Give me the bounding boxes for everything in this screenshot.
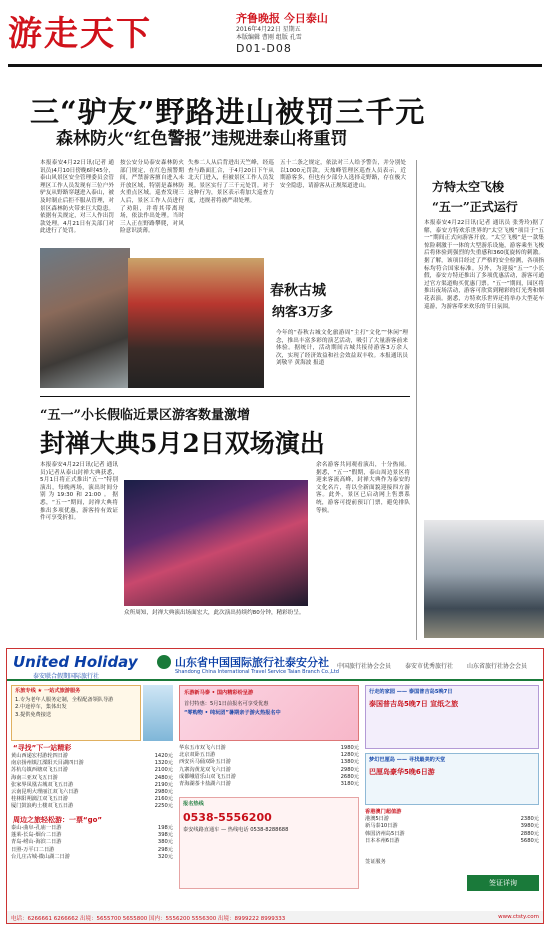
xiamen-title: “寻找”下一站精彩 [13,744,72,752]
united-holiday-logo: United Holiday [13,653,138,671]
travel-advertisement [6,648,544,924]
united-holiday-cn: 泰安联合假期国际旅行社 [33,673,100,680]
route-price: 2480元 [154,774,173,781]
route-row [179,781,359,788]
mid-highlight: 首付特惠：5月1日前报名可享受优惠 [184,701,269,708]
route-name: 黄山西递宏村游轮四日游 [11,753,69,759]
story3-body: 今年的“春秋古城文化旅游周”主打“文化”“休闲”理念，推出丰富多彩的演艺活动，吸引了大量游客前来体验。据统计，活动期间古城共接待游客3万余人次，实现了经济效益和社会效益双丰收。本报通讯员 刘敬平 黄海波 报道 [276,330,408,367]
route-row [11,803,173,810]
ad-left-item-1: 1.专为老年人服务定制，全程配备领队导游 [15,697,114,704]
cits-name-en: Shandong China International Travel Service Taian Branch Co.,Ltd [175,669,339,675]
routes-left-list [11,753,173,811]
hotline: 泰安线路直通车 — 热线电话 0538-8288688 [183,827,289,834]
story1-col2: 按公安分局泰安森林防火部门规定，在红色预警期间，严禁游客擅自进入未开放区域，特别是森林防火重点区域。巡查发现三人后，景区工作人员进行了劝阻，并将其带离现场，依法作出处理。当时三人正在野路攀爬，对风险意识淡薄。 [120,160,184,235]
page-code: D01-D08 [236,42,292,55]
date-text: 2016年4月22日 星期五 [236,26,301,33]
cits-logo-icon [157,655,171,669]
route-name: 日照-万平口二日游 [11,846,55,853]
route-price: 2980元 [340,766,359,773]
route-name: 台儿庄古城-微山湖二日游 [11,853,70,860]
right-title-1: 行走的家园 —— 泰国普吉岛5晚7日 [369,689,453,695]
right-price-1: 泰国普吉岛5晚7日 宣纸之旅 [369,700,459,709]
route-row [365,831,539,838]
footer-phones: 电话：6266661 6266662 出境：5655700 5655800 国内：5556200 5556300 出境：8999222 8999333 [11,916,286,922]
route-price: 1380元 [340,759,359,766]
route-name: 云南昆明大理丽江双飞六日游 [11,789,79,796]
visa-button[interactable]: 签证详询 [467,875,539,891]
right-price-2: 巴厘岛豪华5晚6日游 [369,768,435,777]
route-price: 2880元 [520,830,539,837]
ad-left-item-3: 3.提供免费接送 [15,711,52,718]
website: www.ctsty.com [498,914,539,920]
page-title: 游走天下 [8,14,152,54]
route-price: 2980元 [154,789,173,796]
photo-ceremony-stage [124,480,308,606]
column-divider [416,160,417,640]
ad-left-panel [11,685,141,741]
story4-col1: 本报泰安4月22日讯(记者 通讯员)记者从泰山封禅大典获悉，5月1日将正式推出“五一”特别演出，每晚两场，演出时间分别为19:30和21:00。据悉，“五一”期间，封禅大典将推出多项优惠，游客持有效证件可享受折扣。 [40,462,118,522]
route-price: 2250元 [154,803,173,810]
route-row [11,782,173,789]
ad-right-thailand [365,685,539,749]
route-name: 青海湖茶卡盐湖六日游 [179,781,231,788]
route-name: 新马泰10日游 [365,823,398,830]
route-name: 日本本州6日游 [365,837,400,844]
routes-right-list [365,809,539,845]
route-price: 3180元 [340,781,359,788]
ad-left-item-2: 2.中途停车，集体出发 [15,704,67,711]
route-row [365,838,539,845]
route-row [11,839,173,846]
route-price: 1320元 [154,760,173,767]
route-row [365,823,539,830]
route-price: 2100元 [154,767,173,774]
right-title-3: 香港澳门超值游 [365,809,402,815]
route-price: 1280元 [340,752,359,759]
hot-number: 0538-5556200 [183,811,272,825]
masthead [8,6,542,55]
photo-space-shuttle-ride [424,520,544,638]
mid-sub: “零购物 • 纯玩团”暑期亲子游火热报名中 [184,710,281,717]
paper-name: 齐鲁晚报 今日泰山 [236,12,328,25]
story2-subtitle: “五一”正式运行 [432,200,518,214]
ad-header [7,649,543,681]
route-name: 港澳5日游 [365,816,390,823]
ad-footer [7,911,543,923]
route-name: 张家界凤凰古城双飞五日游 [11,781,74,788]
route-row [179,774,359,781]
ad-mid-banner [179,685,359,741]
right-title-2: 梦幻巴厘岛 —— 寻找最美的天堂 [369,757,446,763]
story1-col3: 失参二人从后背进出天竺峰，经巡查与路面汇合，于4月20日下午从北天门进入，但被景区工作人员发现。景区实行了三千元处罚。对于这种行为，景区表示将加大巡查力度，违规者将被严肃处理。 [188,160,274,204]
route-name: 厦门鼓浪屿土楼双飞五日游 [11,803,74,810]
route-name: 泰山-曲阜-孔庙一日游 [11,825,62,831]
route-name: 九寨沟黄龙双飞六日游 [179,766,231,773]
visa-label: 签证服务 [365,859,386,865]
cruise-image [143,685,173,741]
route-name: 成都峨眉乐山双飞五日游 [179,773,237,780]
route-name: 北京双卧五日游 [179,752,216,759]
subheadline-main: 森林防火“红色警报”违规进泰山将重罚 [56,129,348,149]
route-name: 西安兵马俑双卧五日游 [179,759,231,766]
photo-crowd [128,258,264,388]
route-price: 380元 [157,839,173,846]
story2-body: 本报泰安4月22日讯(记者 通讯员 张秀玲)据了解，泰安方特欢乐世界的“太空飞梭”项目于“五一”期间正式向游客开放。“太空飞梭”是一款集惊险刺激于一体的大型游乐设施，游客乘坐飞梭后将体验到强烈的失重感和360度旋转的刺激。据了解，该项目经过了严格的安全检测，各项指标均符合国家标准。另外，为迎接“五一”小长假，泰安方特还推出了多项优惠活动，游客可通过官方渠道购买优惠门票。“五一”期间，园区将推出夜场活动，游客可欣赏到精彩的灯光秀和烟花表演。据悉，方特欢乐世界还将举办大型花车巡游，为游客带来欢乐的节日氛围。 [424,220,544,310]
agency-badge-2: 泰安市优秀旅行社 [405,663,454,670]
route-price: 320元 [157,853,173,860]
ad-left-title: 乐旅专线 ★ 一站式旅游服务 [15,688,81,694]
masthead-rule [8,64,542,67]
hot-title: 报名热线 [183,801,204,807]
story4-col3: 余名游客共同观看演出，十分热闹。据悉，“五一”假期，泰山周边景区将迎来客流高峰，封禅大典作为泰安的文化名片，将以全新面貌迎接四方游客。此外，景区已启动网上售票系统，游客可提前预订门票，避免排队等候。 [316,462,410,514]
routes-mid-list [179,745,359,788]
zhoubian-title: 周边之旅轻松游：一票“go” [13,816,103,824]
route-row [179,767,359,774]
mid-promo-box [179,797,359,889]
route-price: 398元 [157,832,173,839]
route-row [11,847,173,854]
route-name: 蓬莱-长岛-烟台二日游 [11,832,62,839]
story1-col4: 五十二条之规定，依法对三人给予警告，并分别处以1000元罚款。天烛峰管理区巡查人员表示，近期游客多，但也有少部分人选择走野路，存在极大安全隐患，请游客从正规渠道进山。 [280,160,406,189]
agency-badge-3: 山东省旅行社协会会员 [467,663,528,670]
editor-text: 本版编辑 曹刚 组版 孔雪 [236,34,302,41]
mid-title: 乐游新马泰 • 国内精彩纷呈游 [184,690,254,696]
story1-col1: 本报泰安4月22日讯(记者 通讯员)4月10日傍晚6时45分，泰山风景区安全管理委员会管理区工作人员发现有三位户外驴友从野路穿越进入泰山，被及时制止后拒不服从管理，对景区森林防火带来巨大隐患。依据有关规定，对三人作出罚款处理。4月21日有关部门对此进行了处罚。 [40,160,114,235]
photo-costume-girl [40,248,130,388]
route-price: 3980元 [520,823,539,830]
cits-name: 山东省中国国际旅行社泰安分社 [175,656,329,669]
route-name: 苏杭乌镇西塘双飞五日游 [11,767,69,774]
routes-zhoubian-list [11,825,173,861]
route-name: 韩国济州岛5日游 [365,830,405,837]
story4-caption: 众所周知，封禅大典演出场面宏大，此次演出持续约80分钟，精彩纷呈。 [124,610,305,616]
story3-subtitle: 纳客3万多 [272,305,334,320]
route-price: 2380元 [520,816,539,823]
route-row [11,767,173,774]
headline-main: 三“驴友”野路进山被罚三千元 [30,95,426,129]
agency-badge-1: 中国旅行社协会会员 [337,663,392,670]
route-price: 1980元 [340,745,359,751]
date-line [236,26,302,42]
story4-headline: 封禅大典5月2日双场演出 [40,429,325,458]
story4-kicker: “五一”小长假临近景区游客数量激增 [40,408,250,423]
route-price: 2160元 [154,796,173,803]
route-price: 2190元 [154,781,173,788]
section-rule [40,396,410,397]
route-name: 南京扬州镇江溧阳天目湖四日游 [11,760,84,767]
route-row [179,759,359,766]
route-row [11,854,173,861]
route-price: 1420元 [154,753,173,759]
story3-title: 春秋古城 [270,283,326,299]
ad-right-bali [365,753,539,805]
route-row [11,775,173,782]
story2-title: 方特太空飞梭 [432,180,505,194]
route-name: 青岛-崂山-海滨二日游 [11,839,62,846]
route-name: 海南三亚双飞五日游 [11,774,58,781]
route-price: 298元 [157,846,173,853]
route-price: 2680元 [340,773,359,780]
route-price: 198元 [157,825,173,831]
route-price: 5680元 [520,837,539,844]
route-name: 华东五市双飞六日游 [179,745,226,751]
route-name: 桂林阳朔漓江双飞五日游 [11,796,69,803]
